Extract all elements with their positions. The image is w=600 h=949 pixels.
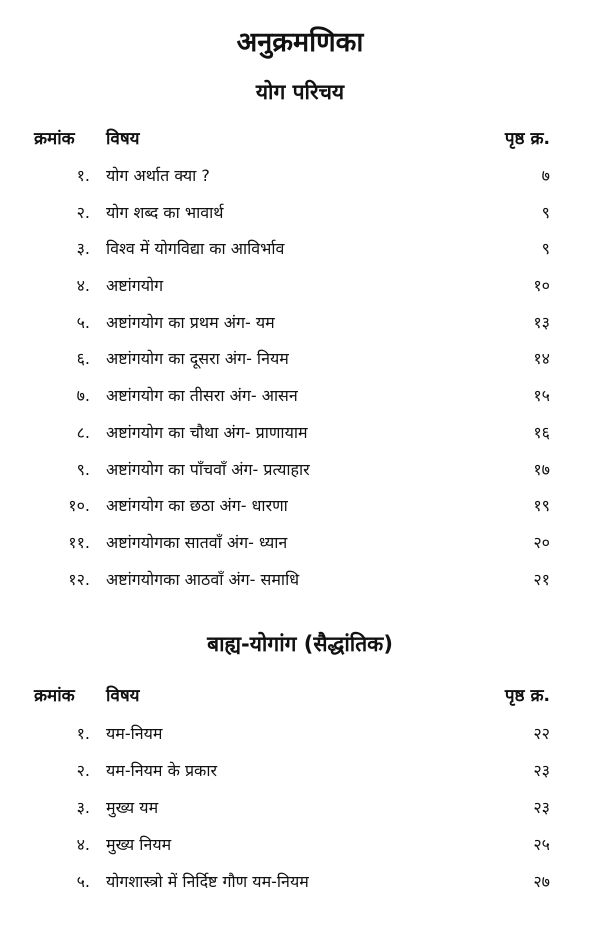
entry-number: ५. [76, 312, 90, 332]
entry-subject: अष्टांगयोग [106, 276, 164, 296]
toc-entry [0, 311, 600, 348]
entry-subject: अष्टांगयोगका आठवाँ अंग- समाधि [106, 569, 300, 589]
section-heading-bahya-yogang: बाह्य-योगांग (सैद्धांतिक) [207, 632, 393, 656]
entry-page: २२ [533, 724, 550, 743]
entry-subject: योगशास्त्रो में निर्दिष्ट गौण यम-नियम [106, 872, 309, 891]
toc-entry [0, 759, 600, 796]
entry-subject: अष्टांगयोग का चौथा अंग- प्राणायाम [106, 422, 308, 442]
entry-number: २. [76, 202, 90, 222]
toc-entry [0, 274, 600, 311]
toc-entry [0, 494, 600, 531]
entry-page: १० [533, 276, 550, 296]
entry-subject: मुख्य नियम [106, 835, 172, 854]
toc-list [0, 164, 600, 604]
column-header-number: क्रमांक [34, 686, 75, 706]
entry-subject: अष्टांगयोग का तीसरा अंग- आसन [106, 386, 298, 406]
toc-entry [0, 384, 600, 421]
entry-subject: मुख्य यम [106, 798, 159, 817]
toc-entry [0, 347, 600, 384]
entry-page: २३ [533, 761, 550, 780]
entry-number: १२. [68, 569, 90, 589]
page-title: अनुक्रमणिका [236, 27, 364, 58]
toc-entry [0, 531, 600, 568]
entry-number: ४. [76, 835, 90, 854]
toc-entry [0, 796, 600, 833]
entry-page: १७ [533, 459, 550, 479]
toc-entry [0, 722, 600, 759]
toc-entry [0, 568, 600, 605]
entry-subject: यम-नियम के प्रकार [106, 761, 218, 780]
entry-page: ७ [541, 166, 550, 185]
entry-page: ९ [541, 239, 550, 259]
entry-page: २७ [533, 872, 550, 891]
toc-header-row [0, 126, 600, 152]
entry-subject: विश्व में योगविद्या का आविर्भाव [106, 239, 285, 259]
entry-number: ५. [76, 872, 90, 891]
toc-entry [0, 201, 600, 238]
entry-number: ७. [76, 386, 90, 406]
entry-page: ९ [541, 202, 550, 222]
toc-list [0, 722, 600, 907]
column-header-subject: विषय [106, 686, 140, 706]
entry-page: १४ [533, 349, 550, 369]
entry-number: ९. [76, 459, 90, 479]
entry-number: १. [76, 166, 90, 185]
entry-number: १०. [68, 496, 90, 516]
entry-number: १. [76, 724, 90, 743]
toc-entry [0, 164, 600, 201]
entry-number: ३. [76, 798, 90, 817]
entry-subject: अष्टांगयोग का पाँचवाँ अंग- प्रत्याहार [106, 459, 310, 479]
toc-entry [0, 237, 600, 274]
entry-subject: अष्टांगयोग का दूसरा अंग- नियम [106, 349, 289, 369]
entry-subject: योग शब्द का भावार्थ [106, 202, 224, 222]
column-header-number: क्रमांक [34, 129, 75, 149]
toc-entry [0, 458, 600, 495]
toc-entry [0, 833, 600, 870]
column-header-subject: विषय [106, 129, 140, 149]
entry-page: १९ [533, 496, 550, 516]
entry-page: २० [533, 532, 550, 552]
entry-subject: यम-नियम [106, 724, 163, 743]
entry-subject: योग अर्थात क्या ? [106, 166, 210, 185]
column-header-page: पृष्ठ क्र. [504, 686, 550, 706]
toc-header-row [0, 683, 600, 709]
column-header-page: पृष्ठ क्र. [504, 129, 550, 149]
entry-page: २१ [533, 569, 550, 589]
entry-page: १३ [533, 312, 550, 332]
section-heading-yoga-parichay: योग परिचय [255, 80, 345, 104]
entry-page: २३ [533, 798, 550, 817]
entry-number: ६. [76, 349, 90, 369]
entry-number: २. [76, 761, 90, 780]
entry-subject: अष्टांगयोग का छठा अंग- धारणा [106, 496, 288, 516]
entry-number: ८. [76, 422, 90, 442]
toc-entry [0, 870, 600, 907]
entry-page: १६ [533, 422, 550, 442]
entry-subject: अष्टांगयोग का प्रथम अंग- यम [106, 312, 275, 332]
entry-number: ४. [76, 276, 90, 296]
entry-number: ११. [68, 532, 90, 552]
entry-subject: अष्टांगयोगका सातवाँ अंग- ध्यान [106, 532, 288, 552]
entry-number: ३. [76, 239, 90, 259]
entry-page: २५ [533, 835, 550, 854]
toc-entry [0, 421, 600, 458]
entry-page: १५ [533, 386, 550, 406]
